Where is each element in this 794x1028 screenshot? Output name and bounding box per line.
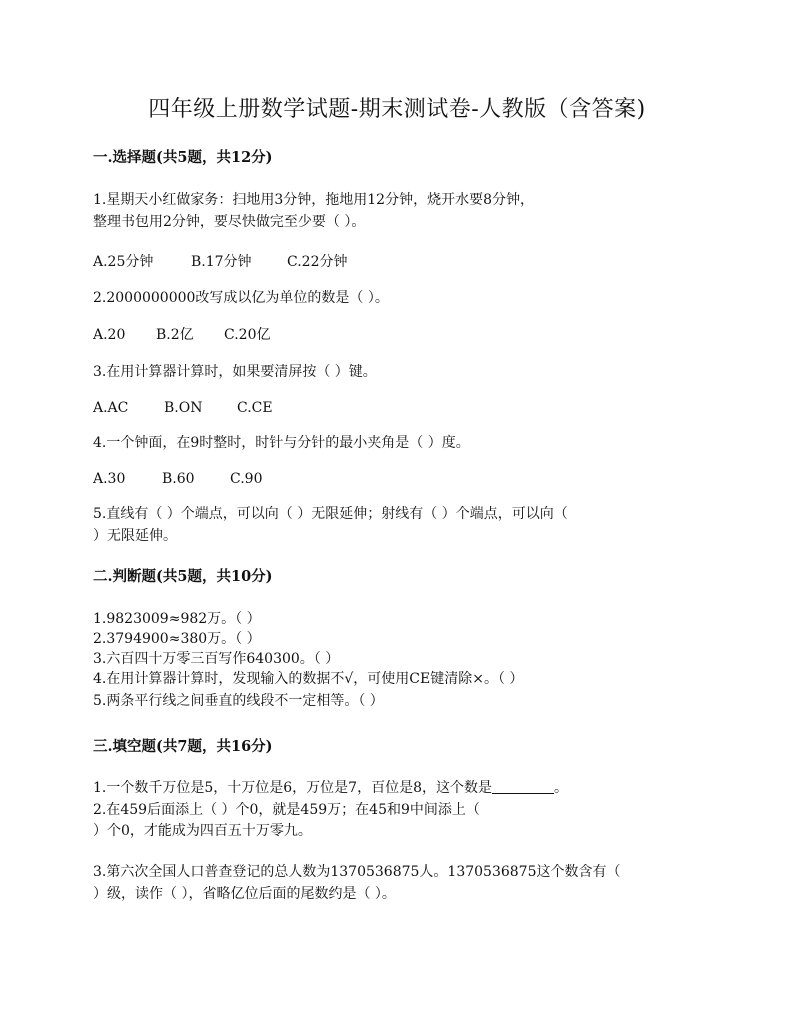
judge-q3: 3.六百四十万零三百写作640300。（ ）	[93, 651, 340, 667]
fill-q1	[93, 778, 568, 798]
option-a: A.30	[93, 471, 126, 487]
fill-q3-line2: ）级，读作（ ），省略亿位后面的尾数约是（ ）。	[93, 886, 396, 902]
answer-blank	[492, 779, 554, 794]
option-a: A.20	[93, 327, 126, 343]
option-a: A.25分钟	[93, 254, 154, 270]
fill-q1-text: 1.一个数千万位是5，十万位是6，万位是7，百位是8，这个数是	[93, 780, 492, 796]
page-title: 四年级上册数学试题-期末测试卷-人教版（含答案)	[148, 97, 646, 122]
fill-q3-line1: 3.第六次全国人口普查登记的总人数为1370536875人。1370536875这个数含有（	[93, 864, 621, 880]
section-header-choice: 一.选择题(共5题，共12分)	[93, 149, 273, 166]
option-b: B.ON	[164, 400, 203, 416]
judge-q4: 4.在用计算器计算时，发现输入的数据不√，可使用CE键清除×。（ ）	[93, 671, 524, 687]
option-b: B.17分钟	[191, 254, 252, 270]
section-header-judge: 二.判断题(共5题，共10分)	[93, 568, 273, 585]
choice-q5-line1: 5.直线有（ ）个端点，可以向（ ）无限延伸；射线有（ ）个端点，可以向（	[93, 506, 568, 522]
judge-q1: 1.9823009≈982万。（ ）	[93, 611, 261, 627]
option-c: C.20亿	[224, 327, 271, 343]
option-a: A.AC	[93, 400, 129, 416]
choice-q4: 4.一个钟面，在9时整时，时针与分针的最小夹角是（ ）度。	[93, 435, 470, 451]
fill-q2-line1: 2.在459后面添上（ ）个0，就是459万；在45和9中间添上（	[93, 802, 480, 818]
fill-q1-end: 。	[554, 780, 568, 796]
option-b: B.60	[162, 471, 195, 487]
fill-q2-line2: ）个0，才能成为四百五十万零九。	[93, 823, 312, 839]
choice-q5-line2: ）无限延伸。	[93, 528, 177, 544]
section-header-fill: 三.填空题(共7题，共16分)	[93, 738, 273, 755]
choice-q1-options	[93, 252, 347, 272]
choice-q2: 2.2000000000改写成以亿为单位的数是（ ）。	[93, 290, 389, 306]
judge-q2: 2.3794900≈380万。（ ）	[93, 631, 261, 647]
option-c: C.90	[230, 471, 263, 487]
choice-q3-options	[93, 398, 273, 418]
choice-q2-options	[93, 325, 270, 345]
option-c: C.CE	[237, 400, 273, 416]
choice-q4-options	[93, 469, 262, 489]
choice-q3: 3.在用计算器计算时，如果要清屏按（ ）键。	[93, 364, 377, 380]
choice-q1-line1: 1.星期天小红做家务：扫地用3分钟，拖地用12分钟，烧开水要8分钟，	[93, 192, 534, 208]
option-b: B.2亿	[156, 327, 194, 343]
option-c: C.22分钟	[287, 254, 348, 270]
choice-q1-line2: 整理书包用2分钟，要尽快做完至少要（ ）。	[93, 214, 366, 230]
judge-q5: 5.两条平行线之间垂直的线段不一定相等。（ ）	[93, 693, 384, 709]
